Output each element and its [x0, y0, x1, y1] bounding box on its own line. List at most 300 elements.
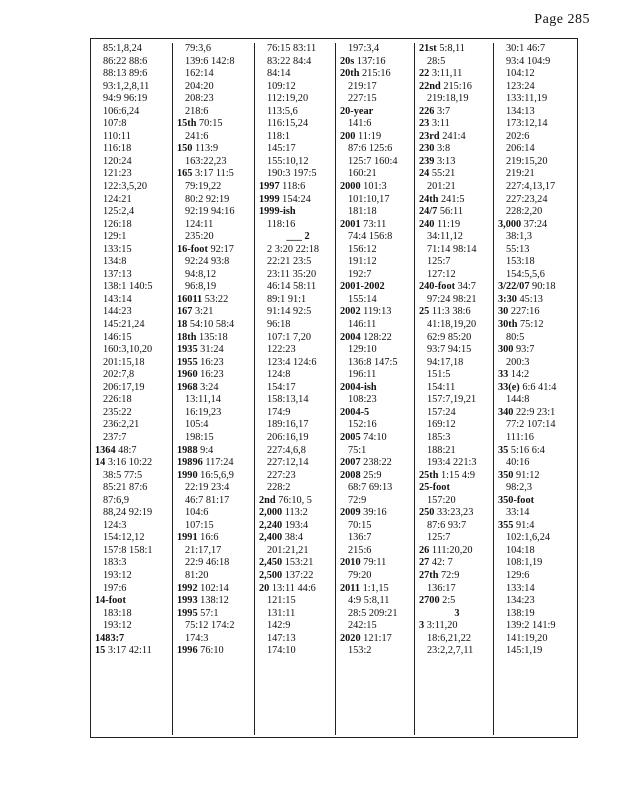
index-page-refs: 40:16: [506, 457, 530, 469]
index-page-refs: 3:7: [437, 105, 451, 117]
index-entry: [259, 570, 337, 583]
index-page-refs: 183:3: [103, 557, 127, 569]
index-term: 2005: [340, 431, 361, 443]
index-term: 2004-5: [340, 406, 370, 418]
word-index-table: [90, 38, 578, 738]
index-page-refs: 188:21: [427, 444, 456, 456]
index-page-refs: 206:16,19: [267, 431, 309, 443]
index-page-refs: 3:11,20: [426, 620, 458, 632]
index-page-refs: 70:15: [348, 519, 372, 531]
index-entry: [419, 168, 495, 181]
index-entry: [340, 56, 416, 69]
index-page-refs: 227:15: [348, 93, 377, 105]
index-entry: [419, 131, 495, 144]
index-page-refs: 156:12: [348, 243, 377, 255]
index-term: 2,500: [259, 569, 283, 581]
section-label: 2: [304, 231, 310, 243]
index-entry: [419, 306, 495, 319]
index-page-refs: 96:8,19: [185, 281, 217, 293]
index-page-refs: 21:17,17: [185, 544, 222, 556]
index-page-refs: 133:14: [506, 582, 535, 594]
index-entry: [95, 595, 167, 608]
index-page-refs: 83:22 84:4: [267, 55, 312, 67]
index-page-refs: 122:3,5,20: [103, 181, 148, 193]
index-term: 25-foot: [419, 482, 450, 494]
index-entry: [340, 583, 416, 596]
index-page-refs: 92:17: [210, 243, 234, 255]
index-page-refs: 68:7 69:13: [348, 482, 393, 494]
index-page-refs: 79:11: [363, 557, 387, 569]
index-entry: [419, 206, 495, 219]
index-term: 1999: [259, 193, 280, 205]
index-page-refs: 112:19,20: [267, 93, 309, 105]
index-page-refs: 126:18: [103, 218, 132, 230]
index-page-refs: 137:22: [284, 569, 314, 581]
index-entry: [419, 219, 495, 232]
index-term: 1997: [259, 181, 280, 193]
index-page-refs: 98:2,3: [506, 482, 533, 494]
index-page-refs: 208:23: [185, 93, 214, 105]
index-page-refs: 227:23,24: [506, 193, 548, 205]
index-entry: [177, 382, 255, 395]
index-page-refs: 86:22 88:6: [103, 55, 148, 67]
index-page-refs: 3:11: [431, 118, 450, 130]
index-page-refs: 94:8,12: [185, 268, 217, 280]
index-page-refs: 152:16: [348, 419, 377, 431]
index-page-refs: 123:4 124:6: [267, 356, 317, 368]
index-page-refs: 116:15,24: [267, 118, 309, 130]
index-entry: [419, 81, 495, 94]
index-page-refs: 2 3:20 22:18: [267, 243, 320, 255]
index-column-2: [172, 43, 255, 735]
index-page-refs: 193:4 221:3: [427, 457, 477, 469]
index-page-refs: 215:6: [348, 544, 372, 556]
index-page-refs: 238:22: [363, 457, 392, 469]
index-term: 2009: [340, 507, 361, 519]
index-page-refs: 154:5,5,6: [506, 268, 545, 280]
index-term: 16-foot: [177, 243, 208, 255]
index-page-refs: 110:11: [103, 130, 131, 142]
index-term: 240-foot: [419, 281, 456, 293]
index-page-refs: 54:10 58:4: [189, 319, 235, 331]
index-page-refs: 196:11: [348, 369, 377, 381]
index-page-refs: 53:22: [204, 293, 229, 305]
index-page-refs: 37:24: [523, 218, 548, 230]
index-term: 230: [419, 143, 435, 155]
index-entry: [177, 608, 255, 621]
index-page-refs: 153:18: [506, 256, 535, 268]
index-term: 2001: [340, 218, 361, 230]
index-page-refs: 160:21: [348, 168, 377, 180]
index-page-refs: 14:2: [510, 369, 530, 381]
index-page-refs: 28:5 209:21: [348, 607, 398, 619]
index-entry: [340, 432, 416, 445]
index-entry: [498, 294, 578, 307]
index-term: 27th: [419, 569, 439, 581]
index-term: 26: [419, 544, 430, 556]
index-entry: [95, 645, 167, 658]
index-page-refs: 113:5,6: [267, 105, 298, 117]
index-page-refs: 162:14: [185, 68, 214, 80]
index-page-refs: 157:24: [427, 406, 456, 418]
index-page-refs: 39:16: [363, 507, 387, 519]
index-page-refs: 102:1,6,24: [506, 532, 551, 544]
index-term: 250: [419, 507, 435, 519]
index-page-refs: 107:8: [103, 118, 127, 130]
index-term: 2,450: [259, 557, 283, 569]
index-page-refs: 192:7: [348, 268, 372, 280]
index-page-refs: 228:2,20: [506, 206, 543, 218]
index-entry: [259, 520, 337, 533]
index-page-refs: 227:16: [510, 306, 540, 318]
index-entry: [340, 382, 416, 395]
index-page-refs: 137:13: [103, 268, 132, 280]
index-page-refs: 129:10: [348, 344, 377, 356]
index-page-refs: 145:1,19: [506, 645, 543, 657]
index-term: 1992: [177, 582, 198, 594]
index-page-refs: 141:19,20: [506, 632, 548, 644]
index-page-refs: 77:2 107:14: [506, 419, 556, 431]
index-page-refs: 3:16 10:22: [107, 457, 153, 469]
index-section-letter: [259, 231, 337, 244]
index-page-refs: 129:1: [103, 231, 127, 243]
index-page-refs: 104:6: [185, 507, 209, 519]
index-page-refs: 236:2,21: [103, 419, 140, 431]
index-entry: [177, 168, 255, 181]
index-term: 22: [419, 68, 430, 80]
index-page-refs: 71:14 98:14: [427, 243, 477, 255]
index-page-refs: 134:13: [506, 105, 535, 117]
index-term: 3/22/07: [498, 281, 530, 293]
index-term: 2001-2002: [340, 281, 385, 293]
index-entry: [498, 281, 578, 294]
index-page-refs: 88,24 92:19: [103, 507, 153, 519]
index-term: 20: [259, 582, 270, 594]
index-entry: [259, 206, 337, 219]
index-page-refs: 23:2,2,7,11: [427, 645, 474, 657]
index-page-refs: 219:21: [506, 168, 535, 180]
index-column-6: [493, 43, 578, 735]
index-entry: [419, 545, 495, 558]
index-page-refs: 38:5 77:5: [103, 469, 143, 481]
index-term: 240: [419, 218, 435, 230]
index-term: 1990: [177, 469, 198, 481]
index-entry: [498, 470, 578, 483]
index-entry: [419, 620, 495, 633]
index-page-refs: 3:17 42:11: [107, 645, 152, 657]
index-page-refs: 218:6: [185, 105, 209, 117]
index-page-refs: 129:6: [506, 569, 530, 581]
index-page-refs: 9:4: [200, 444, 214, 456]
index-term: 1993: [177, 595, 198, 607]
index-page-refs: 84:14: [267, 68, 291, 80]
index-page-refs: 22:21 23:5: [267, 256, 312, 268]
index-term: 21st: [419, 43, 437, 54]
index-page-refs: 160:3,10,20: [103, 344, 153, 356]
index-term: 14: [95, 457, 106, 469]
index-page-refs: 117:24: [205, 457, 234, 469]
index-term: 25th: [419, 469, 439, 481]
index-page-refs: 72:9: [348, 494, 367, 506]
index-entry: [340, 68, 416, 81]
index-page-refs: 74:10: [363, 431, 387, 443]
index-page-refs: 1:1,15: [362, 582, 389, 594]
index-term: 2004-ish: [340, 381, 377, 393]
index-page-refs: 89:1 91:1: [267, 293, 307, 305]
index-page-refs: 30:1 46:7: [506, 43, 546, 54]
index-page-refs: 215:16: [362, 68, 391, 80]
index-page-refs: 169:12: [427, 419, 456, 431]
index-page-refs: 5:8,11: [439, 43, 465, 54]
index-entry: [95, 445, 167, 458]
index-page-refs: 198:15: [185, 431, 214, 443]
index-page-refs: 235:22: [103, 406, 132, 418]
index-entry: [498, 306, 578, 319]
index-term: 30: [498, 306, 509, 318]
index-entry: [498, 520, 578, 533]
index-page-refs: 107:15: [185, 519, 214, 531]
index-term: 3,000: [498, 218, 522, 230]
index-page-refs: 102:14: [200, 582, 229, 594]
index-page-refs: 124:3: [103, 519, 127, 531]
index-page-refs: 73:11: [363, 218, 387, 230]
index-page-refs: 134:8: [103, 256, 127, 268]
index-page-refs: 5:16 6:4: [510, 444, 545, 456]
index-page-refs: 104:12: [506, 68, 535, 80]
index-page-refs: 227:4,6,8: [267, 444, 306, 456]
index-page-refs: 183:18: [103, 607, 132, 619]
index-page-refs: 111:16: [506, 431, 534, 443]
index-page-refs: 122:23: [267, 344, 296, 356]
index-page-refs: 193:12: [103, 569, 132, 581]
index-page-refs: 75:1: [348, 444, 367, 456]
index-page-refs: 25:9: [363, 469, 382, 481]
index-entry: [419, 570, 495, 583]
index-term: 1960: [177, 369, 198, 381]
index-entry: [419, 43, 495, 56]
index-page-refs: 104:18: [506, 544, 535, 556]
index-page-refs: 3:24: [200, 381, 219, 393]
index-page-refs: 157:20: [427, 494, 456, 506]
index-page-refs: 154:24: [282, 193, 311, 205]
index-entry: [340, 332, 416, 345]
index-term: 25: [419, 306, 430, 318]
index-entry: [419, 68, 495, 81]
index-page-refs: 125:7: [427, 256, 451, 268]
index-term: 30th: [498, 319, 518, 331]
index-page-refs: 45:13: [519, 293, 543, 305]
index-entry: [419, 557, 495, 570]
index-entry: [340, 306, 416, 319]
index-page-refs: 87:6 125:6: [348, 143, 393, 155]
index-entry: [259, 507, 337, 520]
index-term: 150: [177, 143, 193, 155]
index-entry: [177, 294, 255, 307]
index-entry: [419, 194, 495, 207]
index-page-refs: 135:18: [199, 331, 228, 343]
index-page-refs: 6:6 41:4: [522, 381, 557, 393]
index-page-refs: 173:12,14: [506, 118, 548, 130]
index-page-refs: 93:4 104:9: [506, 55, 551, 67]
index-page-refs: 72:9: [441, 569, 460, 581]
index-page-refs: 81:20: [185, 569, 209, 581]
index-entry: [177, 332, 255, 345]
index-entry: [259, 194, 337, 207]
index-term: 1999-ish: [259, 206, 296, 218]
index-page-refs: 97:24 98:21: [427, 293, 477, 305]
index-term: 165: [177, 168, 193, 180]
index-page-refs: 143:14: [103, 293, 132, 305]
index-page-refs: 121:15: [267, 595, 296, 607]
index-page-refs: 154:17: [267, 381, 296, 393]
index-page-refs: 131:11: [267, 607, 296, 619]
index-page-refs: 74:4 156:8: [348, 231, 393, 243]
index-entry: [340, 407, 416, 420]
index-page-refs: 16:23: [200, 356, 224, 368]
index-page-refs: 174:10: [267, 645, 296, 657]
index-page-refs: 133:15: [103, 243, 132, 255]
index-column-5: [414, 43, 495, 735]
index-term: 1364: [95, 444, 116, 456]
index-term: 1968: [177, 381, 198, 393]
index-page-refs: 142:9: [267, 620, 291, 632]
index-page-refs: 185:3: [427, 431, 451, 443]
index-page-refs: 197:3,4: [348, 43, 380, 54]
index-term: 15th: [177, 118, 197, 130]
index-entry: [177, 645, 255, 658]
index-term: 2008: [340, 469, 361, 481]
index-page-refs: 138:19: [506, 607, 535, 619]
index-page-refs: 108:1,19: [506, 557, 543, 569]
index-page-refs: 38:1,3: [506, 231, 533, 243]
index-page-refs: 157:7,19,21: [427, 394, 477, 406]
index-page-refs: 206:14: [506, 143, 535, 155]
index-page-refs: 219:17: [348, 80, 377, 92]
index-column-4: [335, 43, 416, 735]
index-term: 3: [419, 620, 425, 632]
index-page-refs: 33:14: [506, 507, 530, 519]
index-term: 16011: [177, 293, 203, 305]
index-entry: [340, 281, 416, 294]
index-page-refs: 92:19 94:16: [185, 206, 235, 218]
index-term: 350-foot: [498, 494, 535, 506]
index-page-refs: 237:7: [103, 431, 127, 443]
index-entry: [498, 219, 578, 232]
index-page-refs: 163:22,23: [185, 155, 227, 167]
index-term: 1988: [177, 444, 198, 456]
section-label: 3: [454, 607, 460, 619]
index-entry: [419, 106, 495, 119]
index-term: 1483:7: [95, 632, 125, 644]
index-page-refs: 118:16: [267, 218, 296, 230]
index-page-refs: 227:4,13,17: [506, 181, 556, 193]
index-page-refs: 151:5: [427, 369, 451, 381]
index-page-refs: 201:21: [427, 181, 456, 193]
index-term: 23: [419, 118, 430, 130]
index-page-refs: 227:12,14: [267, 457, 309, 469]
index-page-refs: 181:18: [348, 206, 377, 218]
index-page-refs: 206:17,19: [103, 381, 145, 393]
index-column-3: [254, 43, 337, 735]
index-page-refs: 120:24: [103, 155, 132, 167]
index-page-refs: 113:9: [195, 143, 219, 155]
index-page-refs: 125:2,4: [103, 206, 135, 218]
index-page-refs: 18:6,21,22: [427, 632, 472, 644]
index-page-refs: 91:4: [516, 519, 535, 531]
index-entry: [177, 357, 255, 370]
index-page-refs: 90:18: [532, 281, 556, 293]
index-page-refs: 147:13: [267, 632, 296, 644]
index-page-refs: 79:3,6: [185, 43, 212, 54]
index-page-refs: 155:10,12: [267, 155, 309, 167]
index-page-refs: 94:17,18: [427, 356, 464, 368]
index-entry: [340, 181, 416, 194]
index-page-refs: 16:19,23: [185, 406, 222, 418]
index-page-refs: 91:14 92:5: [267, 306, 312, 318]
index-page-refs: 13:11 44:6: [271, 582, 316, 594]
index-entry: [259, 532, 337, 545]
index-term: 2002: [340, 306, 361, 318]
index-page-refs: 16:6: [200, 532, 219, 544]
index-page-refs: 124:11: [185, 218, 214, 230]
index-page-refs: 109:12: [267, 80, 296, 92]
index-page-refs: 134:23: [506, 595, 535, 607]
index-term: 3:30: [498, 293, 517, 305]
index-term: 24th: [419, 193, 439, 205]
index-page-refs: 128:22: [363, 331, 392, 343]
index-term: 300: [498, 344, 514, 356]
index-page-refs: 154:11: [427, 381, 456, 393]
index-term: 24/7: [419, 206, 438, 218]
index-page-refs: 76:10, 5: [278, 494, 312, 506]
index-page-refs: 31:24: [200, 344, 224, 356]
index-page-refs: 87:6 93:7: [427, 519, 467, 531]
index-entry: [177, 344, 255, 357]
index-entry: [340, 219, 416, 232]
index-page-refs: 201:21,21: [267, 544, 309, 556]
index-page-refs: 227:23: [267, 469, 296, 481]
index-page-refs: 144:8: [506, 394, 530, 406]
index-term: 1995: [177, 607, 198, 619]
index-page-refs: 202:7,8: [103, 369, 135, 381]
index-entry: [419, 470, 495, 483]
index-entry: [340, 633, 416, 646]
index-page-refs: 153:2: [348, 645, 372, 657]
index-term: 20th: [340, 68, 360, 80]
index-entry: [498, 382, 578, 395]
index-page-refs: 241:4: [442, 130, 466, 142]
index-term: 350: [498, 469, 514, 481]
index-entry: [419, 482, 495, 495]
index-page-refs: 136:8 147:5: [348, 356, 398, 368]
index-page-refs: 219:15,20: [506, 155, 548, 167]
index-term: 2004: [340, 331, 361, 343]
index-page-refs: 57:1: [200, 607, 219, 619]
index-page-refs: 4:9 5:8,11: [348, 595, 390, 607]
index-term: 20-year: [340, 105, 374, 117]
index-page-refs: 94:9 96:19: [103, 93, 148, 105]
index-entry: [340, 470, 416, 483]
index-term: 20s: [340, 55, 355, 67]
index-term: 167: [177, 306, 193, 318]
index-page-refs: 113:2: [284, 507, 308, 519]
index-term: 2000: [340, 181, 361, 193]
index-term: 18: [177, 319, 188, 331]
index-term: 1991: [177, 532, 198, 544]
index-page-refs: 133:11,19: [506, 93, 548, 105]
index-page-refs: 121:23: [103, 168, 132, 180]
index-page-refs: 228:2: [267, 482, 291, 494]
